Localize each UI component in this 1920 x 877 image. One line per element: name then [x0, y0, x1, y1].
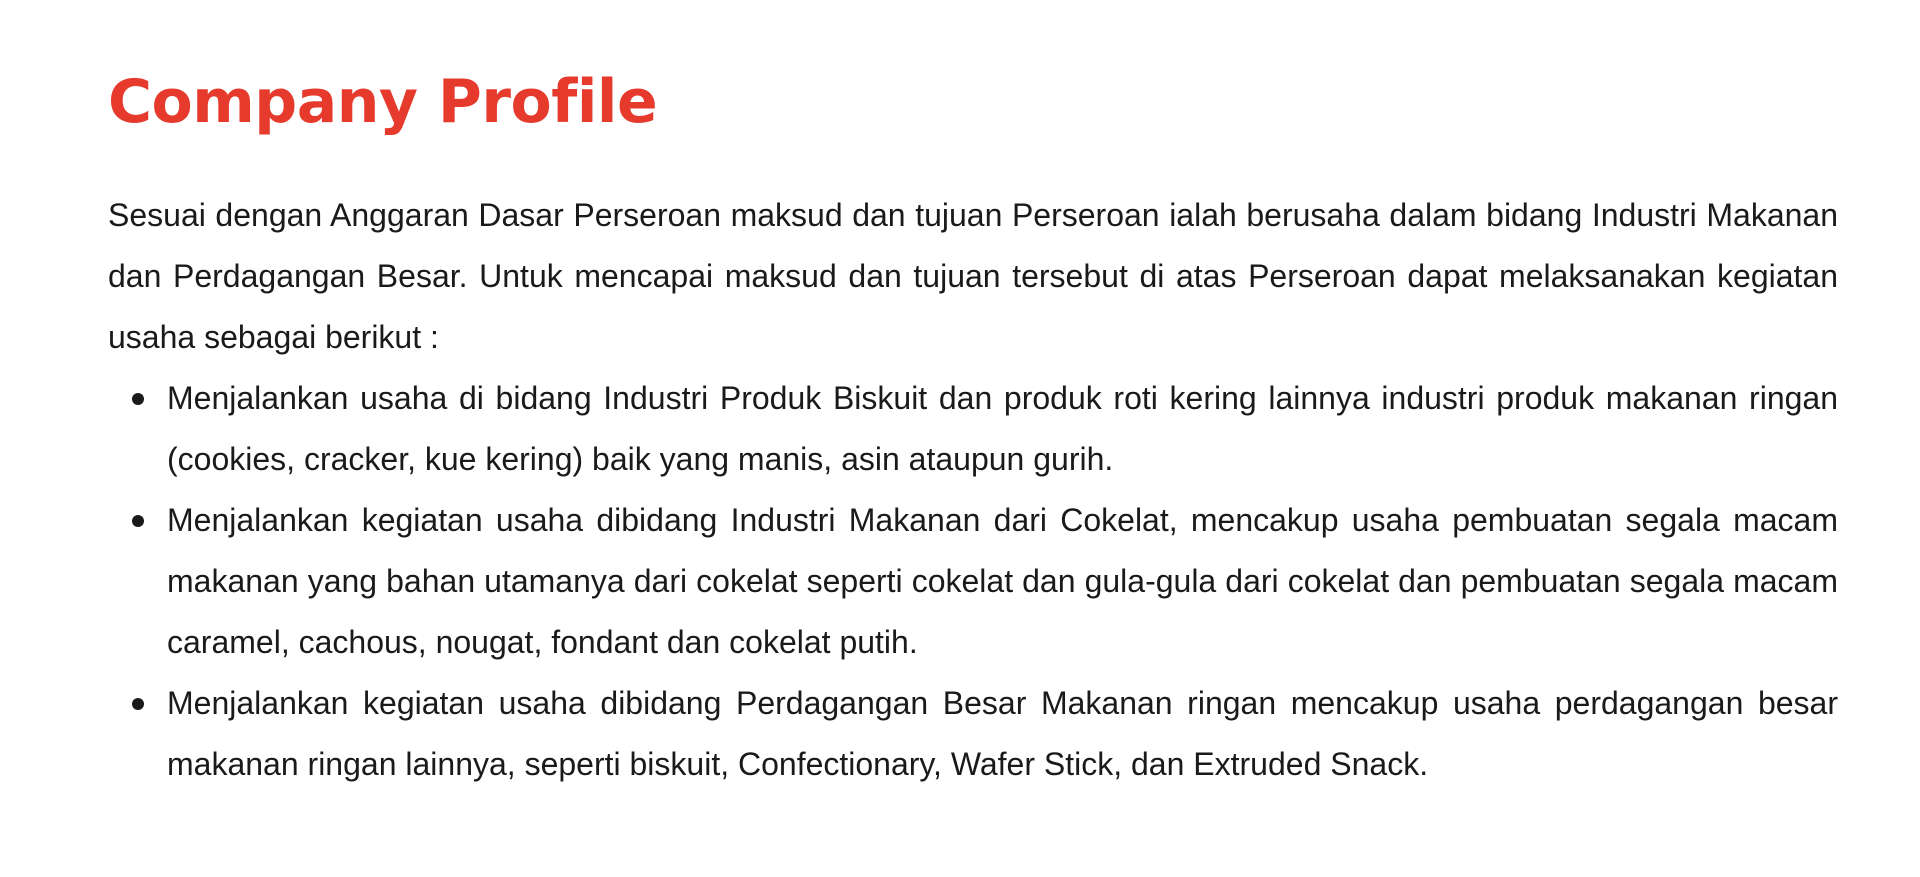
company-profile-section: [108, 60, 1838, 795]
bullet-icon: [132, 393, 144, 405]
bullet-icon: [132, 698, 144, 710]
list-item: [108, 490, 1838, 673]
intro-paragraph: Sesuai dengan Anggaran Dasar Perseroan maksud dan tujuan Perseroan ialah berusaha dalam bidang Industri Makanan dan Perdagangan Besar. Untuk mencapai maksud dan tujuan tersebut di atas Perseroan dapat melaksanakan kegiatan usaha sebagai berikut :: [108, 197, 1838, 355]
list-item-text: Menjalankan kegiatan usaha dibidang Industri Makanan dari Cokelat, mencakup usaha pembuatan segala macam makanan yang bahan utamanya dari cokelat seperti cokelat dan gula-gula dari cokelat dan pembuatan segala macam caramel, cachous, nougat, fondant dan cokelat putih.: [167, 502, 1838, 660]
list-item: [108, 673, 1838, 795]
bullet-icon: [132, 515, 144, 527]
page-title: Company Profile: [108, 67, 658, 137]
business-activities-list: [108, 368, 1838, 795]
list-item-text: Menjalankan usaha di bidang Industri Produk Biskuit dan produk roti kering lainnya industri produk makanan ringan (cookies, cracker, kue kering) baik yang manis, asin ataupun gurih.: [167, 380, 1838, 477]
list-item-text: Menjalankan kegiatan usaha dibidang Perdagangan Besar Makanan ringan mencakup usaha perdagangan besar makanan ringan lainnya, seperti biskuit, Confectionary, Wafer Stick, dan Extruded Snack.: [167, 685, 1838, 782]
list-item: [108, 368, 1838, 490]
